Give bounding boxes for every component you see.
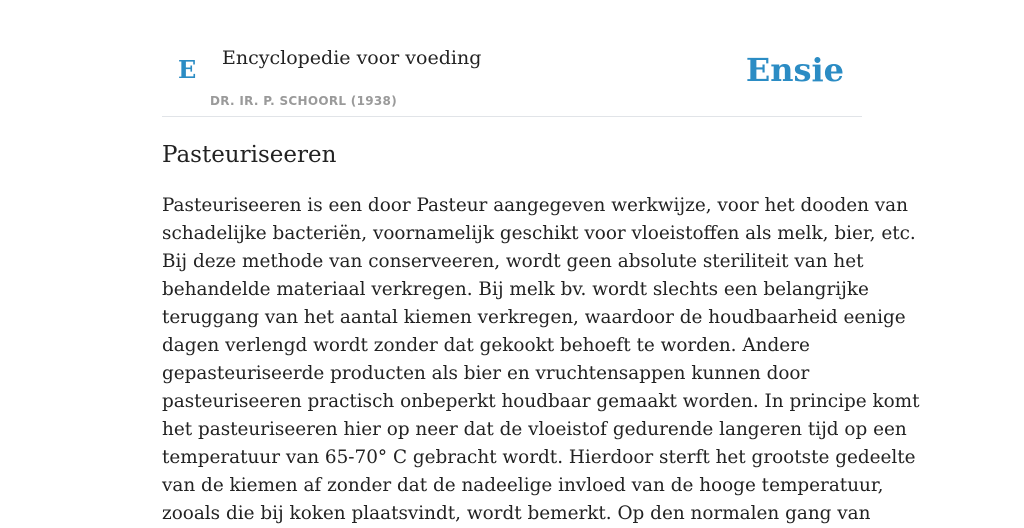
entry-body-line: gepasteuriseerde producten als bier en vruchtensappen kunnen door <box>162 363 810 384</box>
book-logo-icon[interactable]: E <box>178 55 197 84</box>
book-author: DR. IR. P. SCHOORL (1938) <box>210 94 397 108</box>
entry-body-line: dagen verlengd wordt zonder dat gekookt behoeft te worden. Andere <box>162 335 810 356</box>
entry-body-line: behandelde materiaal verkregen. Bij melk bv. wordt slechts een belangrijke <box>162 279 869 300</box>
ensie-logo-link[interactable]: Ensie <box>745 51 844 89</box>
entry-body-line: het pasteuriseeren hier op neer dat de vloeistof gedurende langeren tijd op een <box>162 419 907 440</box>
entry-title: Pasteuriseeren <box>162 142 337 168</box>
entry-body-line: temperatuur van 65-70° C gebracht wordt. Hierdoor sterft het grootste gedeelte <box>162 447 916 468</box>
entry-body-line: Bij deze methode van conserveeren, wordt geen absolute steriliteit van het <box>162 251 864 272</box>
entry-body-line: zooals die bij koken plaatsvindt, wordt bemerkt. Op den normalen gang van <box>162 503 871 524</box>
entry-body <box>162 192 920 528</box>
entry-body-line: schadelijke bacteriën, voornamelijk geschikt voor vloeistoffen als melk, bier, etc. <box>162 223 916 244</box>
book-title-link[interactable]: Encyclopedie voor voeding <box>222 47 482 69</box>
entry-body-line: Pasteuriseeren is een door Pasteur aangegeven werkwijze, voor het dooden van <box>162 195 908 216</box>
entry-body-line: teruggang van het aantal kiemen verkregen, waardoor de houdbaarheid eenige <box>162 307 906 328</box>
site-header <box>162 0 862 117</box>
entry-body-line: van de kiemen af zonder dat de nadeelige invloed van de hooge temperatuur, <box>162 475 884 496</box>
entry-body-line: pasteuriseeren practisch onbeperkt houdbaar gemaakt worden. In principe komt <box>162 391 920 412</box>
